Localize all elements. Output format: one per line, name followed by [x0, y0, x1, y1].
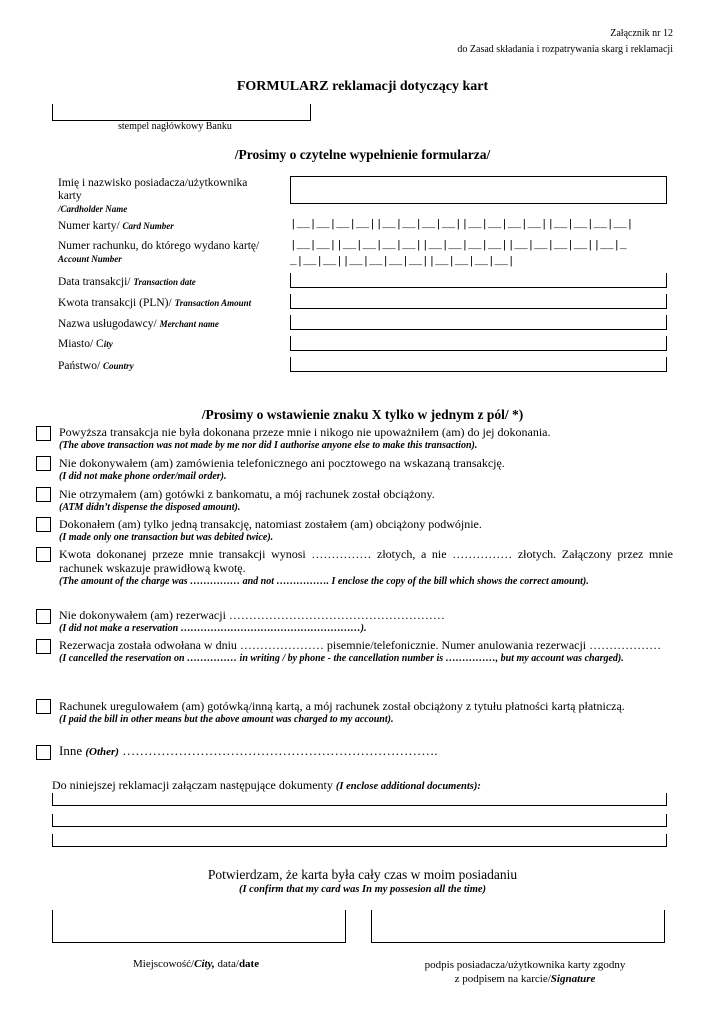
header-subtitle: do Zasad składania i rozpatrywania skarg i reklamacji	[457, 44, 673, 55]
cardholder-label: Imię i nazwisko posiadacza/użytkownika karty /Cardholder Name	[58, 177, 248, 214]
bank-stamp-box	[52, 104, 311, 121]
transaction-date-label: Data transakcji/ Transaction date	[58, 276, 196, 288]
option-7: Rezerwacja została odwołana w dniu ………………… pisemnie/telefonicznie. Numer anulowania rezerwacji ……………… (I cancelled the reservation on …………… in writing / by phone - the cancellation number is ……………, but my account was charged).	[59, 638, 662, 664]
transaction-date-input[interactable]	[290, 273, 667, 288]
option-1: Powyższa transakcja nie była dokonana przeze mnie i nikogo nie upoważniłem (am) do jej dokonania. (The above transaction was not made by me nor did I authorise anyone else to make this transaction).	[59, 425, 551, 451]
attachment-line-2[interactable]	[52, 814, 667, 827]
card-number-label: Numer karty/ Card Number	[58, 220, 174, 232]
signature-box[interactable]	[371, 910, 665, 943]
city-date-box[interactable]	[52, 910, 346, 943]
option-checkbox-8[interactable]	[36, 699, 51, 714]
option-2: Nie dokonywałem (am) zamówienia telefonicznego ani pocztowego na wskazaną transakcję. (I did not make phone order/mail order).	[59, 456, 505, 482]
option-checkbox-4[interactable]	[36, 517, 51, 532]
option-checkbox-7[interactable]	[36, 639, 51, 654]
option-5: Kwota dokonanej przeze mnie transakcji wynosi …………… złotych, a nie …………… złotych. Załączony przez mnie rachunek wskazuje prawidłową kwotę. (The amount of the charge was …………… and not ……………. I enclose the copy of the bill which shows the correct amount).	[59, 547, 673, 587]
city-date-caption: Miejscowość/City, data/date	[133, 958, 260, 970]
option-6: Nie dokonywałem (am) rezerwacji ……………………………………………… (I did not make a reservation ………………………………………………).	[59, 608, 445, 634]
amount-input[interactable]	[290, 294, 667, 309]
section1-title: /Prosimy o czytelne wypełnienie formularza/	[234, 147, 491, 162]
country-label: Państwo/ Country	[58, 360, 134, 372]
option-9: Inne (Other) ……………………………………………………………….	[59, 743, 438, 758]
cardholder-input[interactable]	[290, 176, 667, 204]
option-checkbox-1[interactable]	[36, 426, 51, 441]
option-3: Nie otrzymałem (am) gotówki z bankomatu, a mój rachunek został obciążony. (ATM didn’t dispense the disposed amount).	[59, 487, 435, 513]
city-label: Miasto/ City	[58, 338, 113, 350]
section2-title: /Prosimy o wstawienie znaku X tylko w jednym z pól/ *)	[201, 407, 524, 422]
attachments-label: Do niniejszej reklamacji załączam następujące dokumenty (I enclose additional documents):	[52, 778, 481, 792]
signature-caption: podpis posiadacza/użytkownika karty zgodny z podpisem na karcie/Signature	[424, 959, 626, 985]
form-title: FORMULARZ reklamacji dotyczący kart	[236, 79, 489, 94]
amount-label: Kwota transakcji (PLN)/ Transaction Amount	[58, 297, 252, 309]
confirm-text-en: (I confirm that my card was In my possesion all the time)	[238, 884, 487, 895]
header-annex: Załącznik nr 12	[610, 28, 673, 39]
option-8: Rachunek uregulowałem (am) gotówką/inną kartą, a mój rachunek został obciążony z tytułu płatności kartą płatniczą. (I paid the bill in other means but the above amount was charged to my account).	[59, 699, 625, 725]
card-number-input[interactable]: |__|__|__|__||__|__|__|__||__|__|__|__||__|__|__|__|	[290, 219, 634, 231]
option-4: Dokonałem (am) tylko jedną transakcję, natomiast zostałem (am) obciążony podwójnie. (I made only one transaction but was debited twice).	[59, 517, 482, 543]
account-number-label: Numer rachunku, do którego wydano kartę/ Account Number	[58, 240, 260, 264]
attachment-line-3[interactable]	[52, 834, 667, 847]
option-checkbox-5[interactable]	[36, 547, 51, 562]
option-checkbox-9[interactable]	[36, 745, 51, 760]
option-checkbox-3[interactable]	[36, 487, 51, 502]
confirm-text: Potwierdzam, że karta była cały czas w moim posiadaniu	[207, 867, 518, 882]
account-number-input-line2[interactable]: _|__|__||__|__|__|__||__|__|__|__|	[290, 256, 515, 268]
merchant-label: Nazwa usługodawcy/ Merchant name	[58, 318, 219, 330]
attachment-line-1[interactable]	[52, 793, 667, 806]
account-number-input-line1[interactable]: |__|__||__|__|__|__||__|__|__|__||__|__|__|__||__|_	[290, 240, 627, 252]
option-checkbox-6[interactable]	[36, 609, 51, 624]
option-checkbox-2[interactable]	[36, 456, 51, 471]
merchant-input[interactable]	[290, 315, 667, 330]
city-input[interactable]	[290, 336, 667, 351]
bank-stamp-label: stempel nagłówkowy Banku	[118, 121, 232, 132]
country-input[interactable]	[290, 357, 667, 372]
